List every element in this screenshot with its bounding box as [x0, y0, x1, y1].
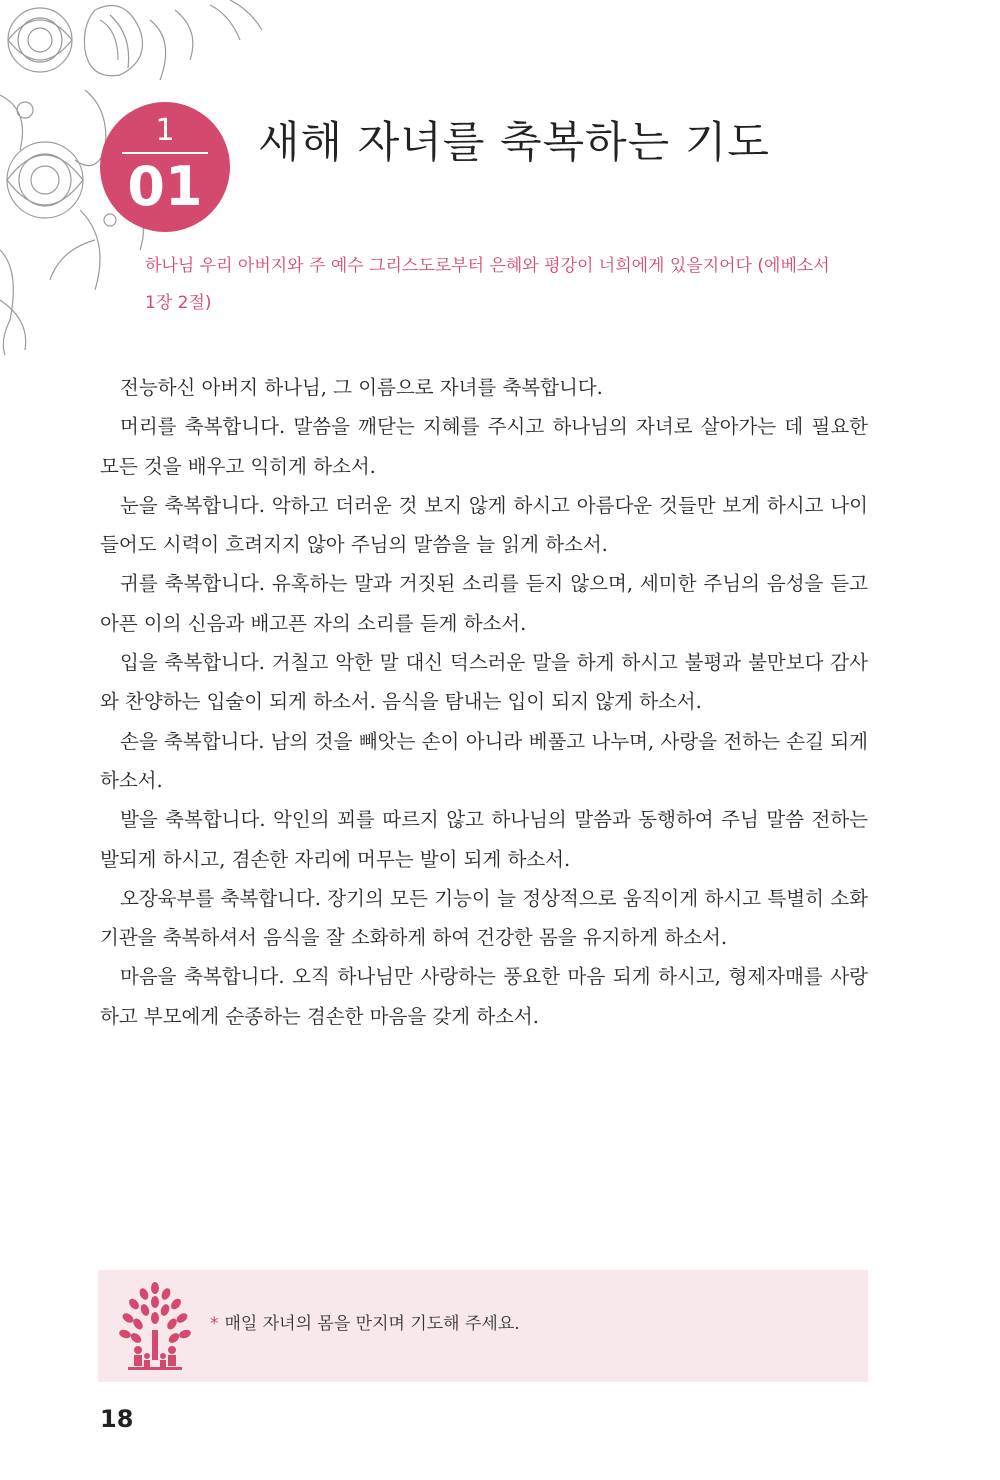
prayer-paragraph: 발을 축복합니다. 악인의 꾀를 따르지 않고 하나님의 말씀과 동행하여 주님 말씀 전하는 발되게 하시고, 겸손한 자리에 머무는 발이 되게 하소서. [100, 808, 868, 871]
prayer-paragraph: 전능하신 아버지 하나님, 그 이름으로 자녀를 축복합니다. [120, 376, 603, 399]
tip-text-line [210, 1312, 520, 1336]
prayer-body [100, 368, 868, 1036]
prayer-paragraph: 입을 축복합니다. 거칠고 악한 말 대신 덕스러운 말을 하게 하시고 불평과 불만보다 감사와 찬양하는 입술이 되게 하소서. 음식을 탐내는 입이 되지 않게 하소서. [100, 651, 868, 714]
scripture-verse: 하나님 우리 아버지와 주 예수 그리스도로부터 은혜와 평강이 너희에게 있을지어다 (에베소서 1장 2절) [145, 256, 830, 313]
badge-month: 1 [155, 113, 175, 148]
family-tree-icon [116, 1280, 194, 1372]
tip-marker: * [210, 1314, 219, 1334]
prayer-paragraph: 눈을 축복합니다. 악하고 더러운 것 보지 않게 하시고 아름다운 것들만 보게 하시고 나이 들어도 시력이 흐려지지 않아 주님의 말씀을 늘 읽게 하소서. [100, 493, 868, 557]
prayer-paragraph: 귀를 축복합니다. 유혹하는 말과 거짓된 소리를 듣지 않으며, 세미한 주님의 음성을 듣고 아픈 이의 신음과 배고픈 자의 소리를 듣게 하소서. [100, 572, 868, 635]
prayer-paragraph: 손을 축복합니다. 남의 것을 빼앗는 손이 아니라 베풀고 나누며, 사랑을 전하는 손길 되게 하소서. [100, 729, 868, 792]
tip-box [98, 1270, 868, 1382]
prayer-paragraph: 오장육부를 축복합니다. 장기의 모든 기능이 늘 정상적으로 움직이게 하시고 특별히 소화기관을 축복하셔서 음식을 잘 소화하게 하여 건강한 몸을 유지하게 하소서. [100, 886, 868, 950]
tip-text: 매일 자녀의 몸을 만지며 기도해 주세요. [224, 1314, 520, 1334]
date-badge [100, 102, 230, 232]
prayer-paragraph: 마음을 축복합니다. 오직 하나님만 사랑하는 풍요한 마음 되게 하시고, 형제자매를 사랑하고 부모에게 순종하는 겸손한 마음을 갖게 하소서. [100, 965, 868, 1028]
badge-day: 01 [127, 155, 203, 218]
page-number: 18 [100, 1405, 134, 1433]
prayer-paragraph: 머리를 축복합니다. 말씀을 깨닫는 지혜를 주시고 하나님의 자녀로 살아가는 데 필요한 모든 것을 배우고 익히게 하소서. [100, 415, 868, 478]
page-title: 새해 자녀를 축복하는 기도 [258, 118, 770, 168]
badge-divider [122, 152, 208, 154]
